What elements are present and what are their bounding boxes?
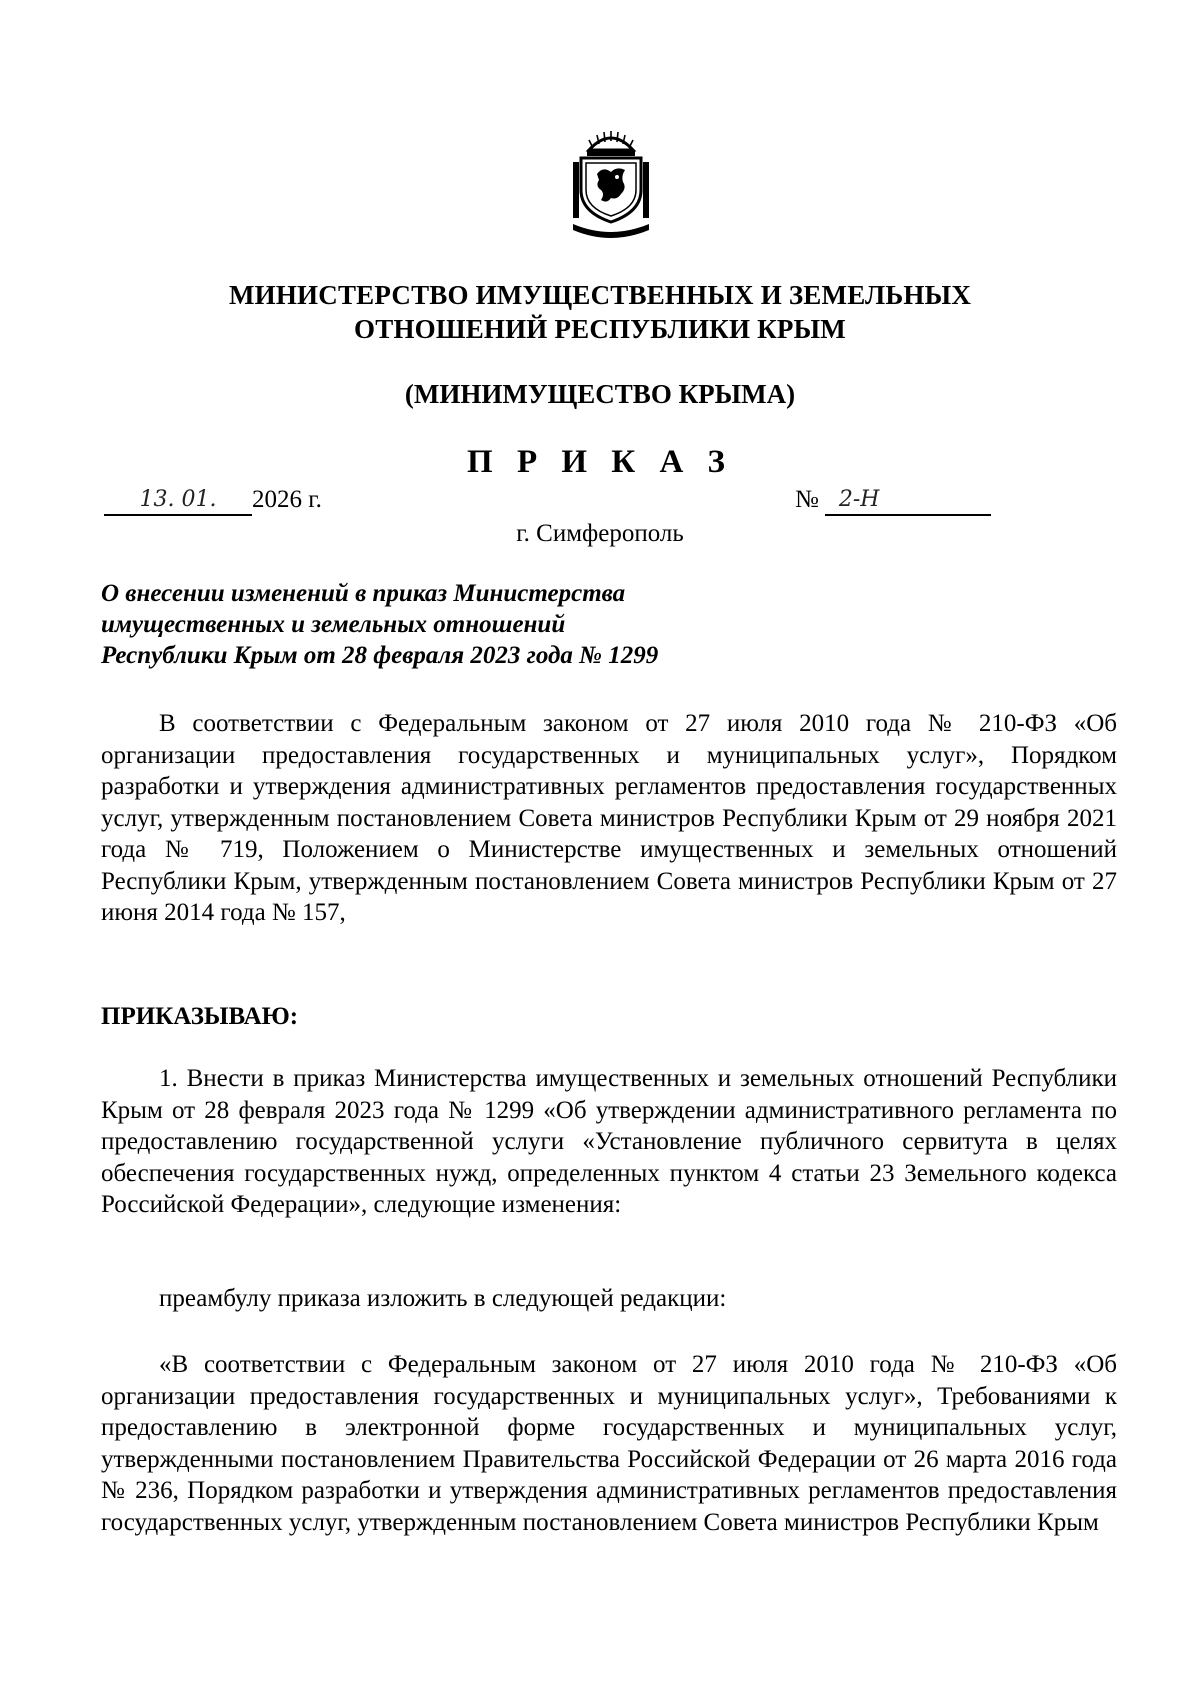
- number-handwritten: 2-Н: [825, 486, 991, 516]
- ministry-name: [0, 278, 1200, 346]
- item-1-intro: преамбулу приказа изложить в следующей редакции:: [159, 1285, 727, 1312]
- item-1-quote: «В соответствии с Федеральным законом от 27 июля 2010 года № 210-ФЗ «Об организации предоставления государственных и муниципальных услуг», Требованиями к предоставлению в электронной форме государственных и муниципальных услуг, утвержденными постановлением Правительства Российской Федерации от 26 марта 2016 года № 236, Порядком разработки и утверждения административных регламентов предоставления государственных услуг, утвержденным постановлением Совета министров Республики Крым: [101, 1351, 1117, 1536]
- item-1-paragraph: 1. Внести в приказ Министерства имущественных и земельных отношений Республики Крым от 28 февраля 2023 года № 1299 «Об утверждении административного регламента по предоставлению государственной услуги «Установление публичного сервитута в целях обеспечения государственных нужд, определенных пунктом 4 статьи 23 Земельного кодекса Российской Федерации», следующие изменения:: [101, 1065, 1117, 1218]
- subject-line3: Республики Крым от 28 февраля 2023 года № 1299: [101, 642, 659, 669]
- ministry-name-line2: ОТНОШЕНИЙ РЕСПУБЛИКИ КРЫМ: [354, 314, 846, 344]
- preamble-paragraph: В соответствии с Федеральным законом от 27 июля 2010 года № 210-ФЗ «Об организации предоставления государственных и муниципальных услуг», Порядком разработки и утверждения административных регламентов предоставления государственных услуг, утвержденным постановлением Совета министров Республики Крым от 29 ноября 2021 года № 719, Положением о Министерстве имущественных и земельных отношений Республики Крым, утвержденным постановлением Совета министров Республики Крым от 27 июня 2014 года № 157,: [101, 710, 1117, 926]
- document-type-title: П Р И К А З: [467, 444, 733, 480]
- order-date: [104, 484, 322, 516]
- date-year: 2026 г.: [252, 486, 322, 513]
- subject-line1: О внесении изменений в приказ Министерства: [101, 580, 626, 607]
- order-number: [795, 484, 991, 516]
- ministry-name-line1: МИНИСТЕРСТВО ИМУЩЕСТВЕННЫХ И ЗЕМЕЛЬНЫХ: [228, 280, 972, 310]
- date-handwritten: 13. 01.: [104, 486, 252, 516]
- subject-line2: имущественных и земельных отношений: [101, 611, 566, 638]
- decree-word: ПРИКАЗЫВАЮ:: [101, 1003, 299, 1030]
- order-subject: [101, 578, 801, 671]
- crimea-coat-of-arms-icon: [567, 128, 655, 240]
- ministry-short-name: (МИНИМУЩЕСТВО КРЫМА): [404, 379, 796, 409]
- city: г. Симферополь: [516, 520, 684, 547]
- number-label: №: [795, 486, 819, 513]
